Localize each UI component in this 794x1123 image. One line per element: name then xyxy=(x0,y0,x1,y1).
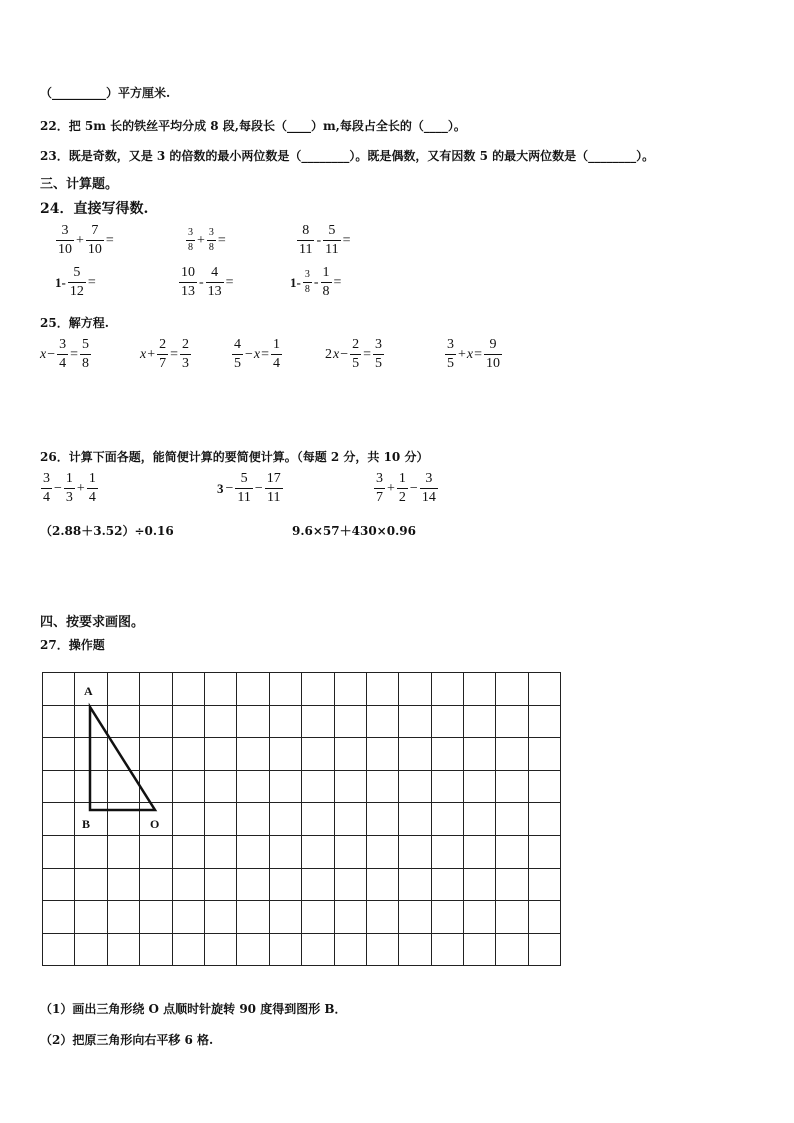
fraction: $\frac{3}{8}$ xyxy=(208,227,214,253)
fraction: $\frac{17}{11}$ xyxy=(266,471,281,505)
fraction: $\frac{9}{10}$ xyxy=(486,337,501,371)
fraction: $\frac{2}{3}$ xyxy=(182,337,190,371)
q22-text: 22．把 5m 长的铁丝平均分成 8 段,每段长（____）m,每段占全长的（____）。 xyxy=(40,119,466,133)
point-o-label: O xyxy=(150,817,160,831)
fraction: $\frac{3}{10}$ xyxy=(58,223,72,257)
q26-title: 26．计算下面各题，能简便计算的要简便计算。（每题 2 分，共 10 分） xyxy=(40,450,429,464)
q24-item-3: $\frac{8}{11}$ - $\frac{5}{11}$ = xyxy=(299,223,351,257)
q21-tail: （_________）平方厘米. xyxy=(40,86,171,100)
fraction: $\frac{3}{4}$ xyxy=(59,337,67,371)
q26-expression-1: $\frac{3}{4}$ − $\frac{1}{3}$ + $\frac{1}{4}$ xyxy=(43,471,96,505)
q26-expression-3: $\frac{3}{7}$ + $\frac{1}{2}$ − $\frac{3}{14}$ xyxy=(376,471,436,505)
fraction: $\frac{4}{5}$ xyxy=(234,337,241,371)
q24-item-2: $\frac{3}{8}$ + $\frac{3}{8}$ = xyxy=(188,227,226,253)
point-a-label: A xyxy=(84,684,93,698)
q24-item-6: 1- $\frac{3}{8}$ - $\frac{1}{8}$ = xyxy=(290,265,342,299)
fraction: $\frac{1}{4}$ xyxy=(273,337,281,371)
fraction: $\frac{1}{4}$ xyxy=(88,471,96,505)
q25-title: 25．解方程. xyxy=(40,316,109,330)
fraction: $\frac{3}{4}$ xyxy=(43,471,50,505)
fraction: $\frac{5}{11}$ xyxy=(325,223,339,257)
original-triangle xyxy=(90,707,155,810)
q24-title: 24．直接写得数. xyxy=(40,201,149,217)
q27-title: 27．操作题 xyxy=(40,638,105,652)
q25-equation-1: x − $\frac{3}{4}$ = $\frac{5}{8}$ xyxy=(40,337,90,371)
fraction: $\frac{7}{10}$ xyxy=(87,223,102,257)
q25-equation-3: $\frac{4}{5}$ − x = $\frac{1}{4}$ xyxy=(234,337,281,371)
q26-expression-2: 3 − $\frac{5}{11}$ − $\frac{17}{11}$ xyxy=(217,471,281,505)
fraction: $\frac{2}{5}$ xyxy=(352,337,360,371)
fraction: $\frac{3}{5}$ xyxy=(447,337,454,371)
q24-item-4: 1- $\frac{5}{12}$ = xyxy=(55,265,96,299)
fraction: $\frac{5}{12}$ xyxy=(69,265,84,299)
fraction: $\frac{3}{8}$ xyxy=(188,227,193,253)
q27-instruction-2: （2）把原三角形向右平移 6 格. xyxy=(40,1033,214,1047)
point-b-label: B xyxy=(82,817,91,831)
q25-equation-2: x + $\frac{2}{7}$ = $\frac{2}{3}$ xyxy=(140,337,190,371)
q27-instruction-1: （1）画出三角形绕 O 点顺时针旋转 90 度得到图形 B． xyxy=(40,1002,347,1016)
fraction: $\frac{10}{13}$ xyxy=(181,265,195,299)
fraction: $\frac{2}{7}$ xyxy=(159,337,167,371)
fraction: $\frac{4}{13}$ xyxy=(207,265,222,299)
q23-text: 23．既是奇数，又是 3 的倍数的最小两位数是（________）。既是偶数，又有因数 5 的最大两位数是（________）。 xyxy=(40,149,655,163)
q25-equation-5: $\frac{3}{5}$ + x = $\frac{9}{10}$ xyxy=(447,337,501,371)
fraction: $\frac{8}{11}$ xyxy=(299,223,313,257)
section3-heading: 三、计算题。 xyxy=(40,177,119,192)
fraction: $\frac{1}{8}$ xyxy=(322,265,330,299)
q24-item-1: $\frac{3}{10}$ + $\frac{7}{10}$ = xyxy=(58,223,114,257)
fraction: $\frac{3}{8}$ xyxy=(304,269,310,295)
fraction: $\frac{1}{3}$ xyxy=(65,471,73,505)
fraction: $\frac{1}{2}$ xyxy=(398,471,406,505)
fraction: $\frac{5}{8}$ xyxy=(82,337,90,371)
q26-expression-5: 9.6×57＋430×0.96 xyxy=(292,524,416,538)
fraction: $\frac{3}{5}$ xyxy=(375,337,383,371)
q25-equation-4: 2 x − $\frac{2}{5}$ = $\frac{3}{5}$ xyxy=(325,337,383,371)
fraction: $\frac{3}{14}$ xyxy=(421,471,436,505)
section4-heading: 四、按要求画图。 xyxy=(40,615,145,630)
q26-expression-4: （2.88＋3.52）÷0.16 xyxy=(40,524,174,538)
fraction: $\frac{5}{11}$ xyxy=(237,471,251,505)
fraction: $\frac{3}{7}$ xyxy=(376,471,383,505)
q24-item-5: $\frac{10}{13}$ - $\frac{4}{13}$ = xyxy=(181,265,234,299)
